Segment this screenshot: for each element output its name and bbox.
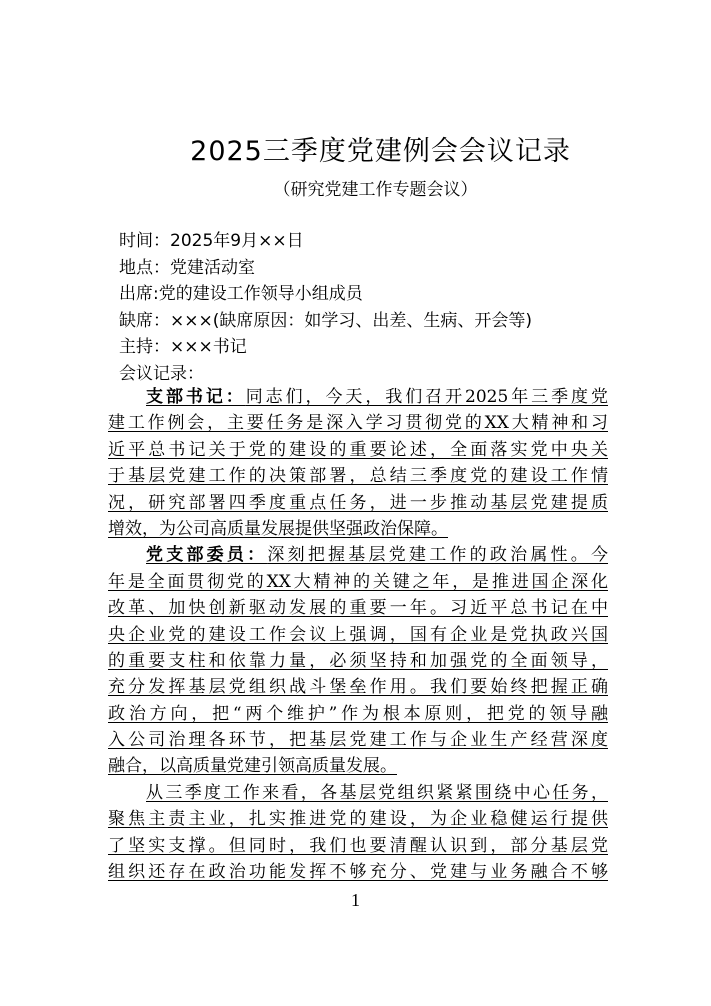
- paragraph-2-line-2: 年是全面贯彻党的XX大精神的关键之年，是推进国企深化: [108, 571, 608, 592]
- meta-location: 地点：党建活动室: [119, 257, 255, 278]
- meeting-meta: [119, 228, 639, 388]
- paragraph-1-line-2: 建工作例会，主要任务是深入学习贯彻党的XX大精神和习: [108, 413, 608, 434]
- paragraph-3-line-2: 聚焦主责主业，扎实推进党的建设，为企业稳健运行提供: [108, 809, 608, 830]
- meta-time: 时间：2025年9月××日: [119, 231, 304, 251]
- document-subtitle: （研究党建工作专题会议）: [273, 180, 478, 200]
- paragraph-1-line-4: 于基层党建工作的决策部署，总结三季度党的建设工作情: [108, 466, 608, 487]
- paragraph-2-line-3: 改革、加快创新驱动发展的重要一年。习近平总书记在中: [108, 598, 608, 619]
- paragraph-3-line-3: 了坚实支撑。但同时，我们也要清醒认识到，部分基层党: [108, 835, 608, 856]
- document-title: 2025三季度党建例会会议记录: [190, 136, 571, 167]
- paragraph-3-line-4: 组织还存在政治功能发挥不够充分、党建与业务融合不够: [108, 862, 608, 883]
- meta-absent: 缺席：×××(缺席原因：如学习、出差、生病、开会等): [119, 310, 532, 331]
- paragraph-1-line-3: 近平总书记关于党的建设的重要论述，全面落实党中央关: [108, 439, 608, 460]
- meta-attendees: 出席:党的建设工作领导小组成员: [119, 284, 363, 305]
- paragraph-2-line-5: 的重要支柱和依靠力量，必须坚持和加强党的全面领导，: [108, 650, 608, 671]
- line-text: 深刻把握基层党建工作的政治属性。今: [267, 545, 609, 566]
- paragraph-1-line-6: 增效，为公司高质量发展提供坚强政治保障。: [108, 518, 448, 539]
- meta-host: 主持：×××书记: [119, 337, 247, 358]
- paragraph-1-line-5: 况，研究部署四季度重点任务，进一步推动基层党建提质: [108, 492, 608, 513]
- paragraph-2-line-9: 融合，以高质量党建引领高质量发展。: [108, 756, 397, 777]
- paragraph-1-line-1: [108, 384, 608, 410]
- meta-minutes-label: 会议记录：: [119, 363, 204, 384]
- paragraph-2-line-8: 入公司治理各环节，把基层党建工作与企业生产经营深度: [108, 730, 608, 751]
- paragraph-2-line-7: 政治方向，把“两个维护”作为根本原则，把党的领导融: [108, 703, 608, 724]
- paragraph-2-line-1: [108, 542, 608, 568]
- line-text: 同志们，今天，我们召开2025年三季度党: [245, 387, 609, 407]
- speaker-label: 党支部委员：: [146, 545, 268, 566]
- paragraph-2-line-4: 央企业党的建设工作会议上强调，国有企业是党执政兴国: [108, 624, 608, 645]
- minutes-body: [108, 384, 608, 885]
- speaker-label: 支部书记：: [146, 387, 246, 407]
- page-number: 1: [351, 890, 360, 910]
- paragraph-2-line-6: 充分发挥基层党组织战斗堡垒作用。我们要始终把握正确: [108, 677, 608, 698]
- paragraph-3-line-1: 从三季度工作来看，各基层党组织紧紧围绕中心任务，: [146, 782, 608, 803]
